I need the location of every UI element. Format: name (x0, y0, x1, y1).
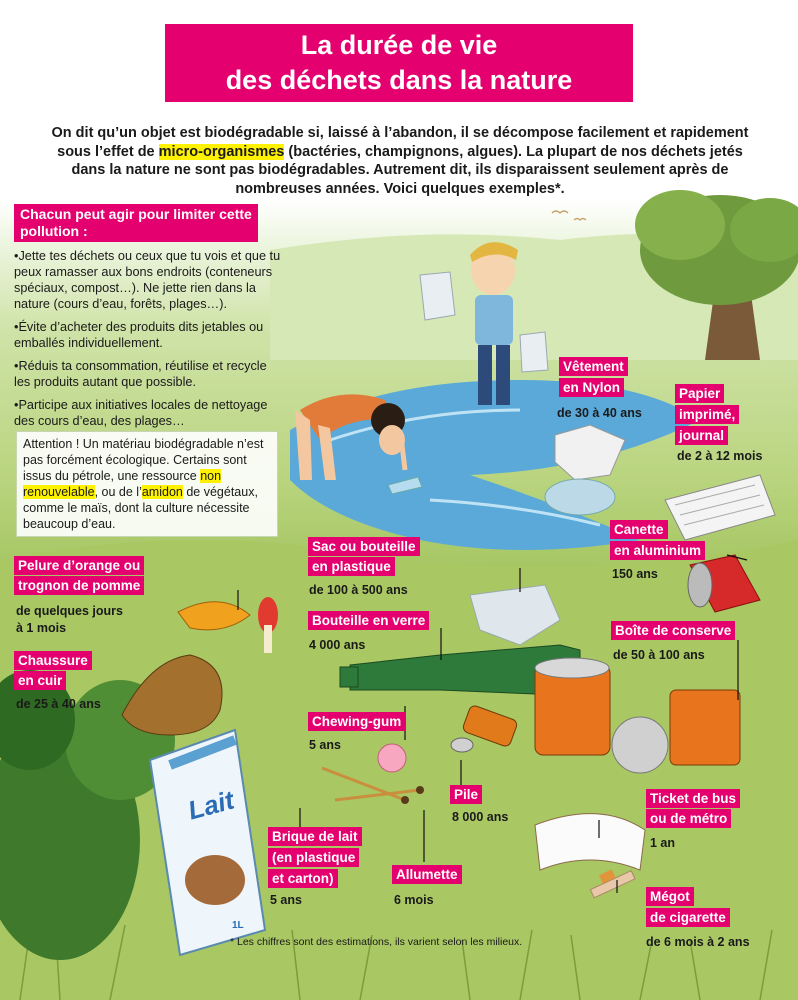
label-chaussure-2: en cuir (14, 671, 66, 690)
label-allumette: Allumette (392, 865, 462, 884)
label-canette-1: Canette (610, 520, 668, 539)
label-brique-2: (en plastique (268, 848, 359, 867)
attention-text-1: Attention ! Un matériau biodégradable n’est pas forcément écologique. Certains sont issus du pétrole, une ressource (23, 437, 264, 483)
label-conserve: Boîte de conserve (611, 621, 735, 640)
floating-bag-icon (545, 479, 615, 515)
label-megot-2: de cigarette (646, 908, 730, 927)
newspaper-icon (665, 475, 775, 540)
duration-canette: 150 ans (612, 567, 658, 581)
label-canette-2: en aluminium (610, 541, 705, 560)
duration-brique: 5 ans (270, 893, 302, 907)
duration-vetement: de 30 à 40 ans (557, 406, 642, 420)
attention-highlight-1: non renouvelable (23, 469, 222, 499)
duration-pelure-1: de quelques jours (16, 604, 123, 618)
label-vetement-2: en Nylon (559, 378, 624, 397)
attention-box (16, 431, 278, 537)
duration-conserve: de 50 à 100 ans (613, 648, 705, 662)
duration-papier: de 2 à 12 mois (677, 449, 763, 463)
milk-carton-volume: 1L (232, 920, 244, 931)
duration-ticket: 1 an (650, 836, 676, 850)
label-vetement-1: Vêtement (559, 357, 628, 376)
tip-item: • Évite d’acheter des produits dits jetables ou emballés individuellement. (14, 319, 282, 351)
tip-item: • Participe aux initiatives locales de nettoyage des cours d’eau, des plages… (14, 397, 282, 429)
bird-icon (552, 211, 568, 213)
duration-pile: 8 000 ans (452, 810, 509, 824)
label-sac-2: en plastique (308, 557, 395, 576)
intro-text-2: (bactéries, champignons, algues). La plupart de nos déchets jetés dans la nature ne sont pas biodégradables. Autrement dit, ils disparaissent seulement après de nombreuses années. Voici quelques exemples*. (71, 143, 743, 197)
bird-icon (574, 219, 586, 221)
milk-carton-brand: Lait (184, 784, 238, 826)
title-line-1: La durée de vie (300, 30, 498, 60)
intro-text-1: On dit qu’un objet est biodégradable si, laissé à l’abandon, il se décompose facilement et rapidement sous l’effet de (51, 125, 749, 160)
label-papier-3: journal (675, 426, 728, 445)
page-title (165, 24, 633, 102)
label-papier-1: Papier (675, 384, 724, 403)
title-line-2: des déchets dans la nature (225, 65, 573, 95)
label-megot-1: Mégot (646, 887, 694, 906)
label-chewing: Chewing-gum (308, 712, 405, 731)
intro-paragraph (40, 124, 760, 198)
label-ticket-2: ou de métro (646, 809, 731, 828)
attention-text-3: de végétaux, comme le maïs, dont la culture nécessite beaucoup d’eau. (23, 485, 258, 531)
duration-sac: de 100 à 500 ans (309, 583, 408, 597)
label-pile: Pile (450, 785, 482, 804)
label-brique-1: Brique de lait (268, 827, 362, 846)
tips-list (14, 248, 282, 429)
duration-allumette: 6 mois (394, 893, 434, 907)
label-sac-1: Sac ou bouteille (308, 537, 420, 556)
label-chaussure-1: Chaussure (14, 651, 92, 670)
tips-heading: Chacun peut agir pour limiter cette pollution : (14, 204, 258, 242)
tip-item: • Réduis ta consommation, réutilise et recycle les produits autant que possible. (14, 358, 282, 390)
label-pelure-1: Pelure d’orange ou (14, 556, 144, 575)
duration-verre: 4 000 ans (309, 638, 366, 652)
label-ticket-1: Ticket de bus (646, 789, 740, 808)
intro-highlight: micro-organismes (158, 143, 285, 160)
footnote: * Les chiffres sont des estimations, ils varient selon les milieux. (230, 936, 523, 948)
duration-chewing: 5 ans (309, 738, 341, 752)
label-brique-3: et carton) (268, 869, 338, 888)
label-verre: Bouteille en verre (308, 611, 429, 630)
attention-text-2: , ou de l’ (94, 485, 142, 499)
label-pelure-2: trognon de pomme (14, 576, 144, 595)
label-papier-2: imprimé, (675, 405, 739, 424)
duration-pelure-2: à 1 mois (16, 621, 67, 635)
chewing-gum-icon (378, 744, 406, 772)
duration-megot: de 6 mois à 2 ans (646, 935, 750, 949)
tips-panel (14, 204, 282, 436)
attention-highlight-2: amidon (141, 485, 183, 499)
duration-chaussure: de 25 à 40 ans (16, 697, 101, 711)
tip-item: • Jette tes déchets ou ceux que tu vois et que tu peux ramasser aux bons endroits (conteneurs spéciaux, compost…). Ne jette rien dans la nature (cours d’eau, forêts, plages…). (14, 248, 282, 312)
